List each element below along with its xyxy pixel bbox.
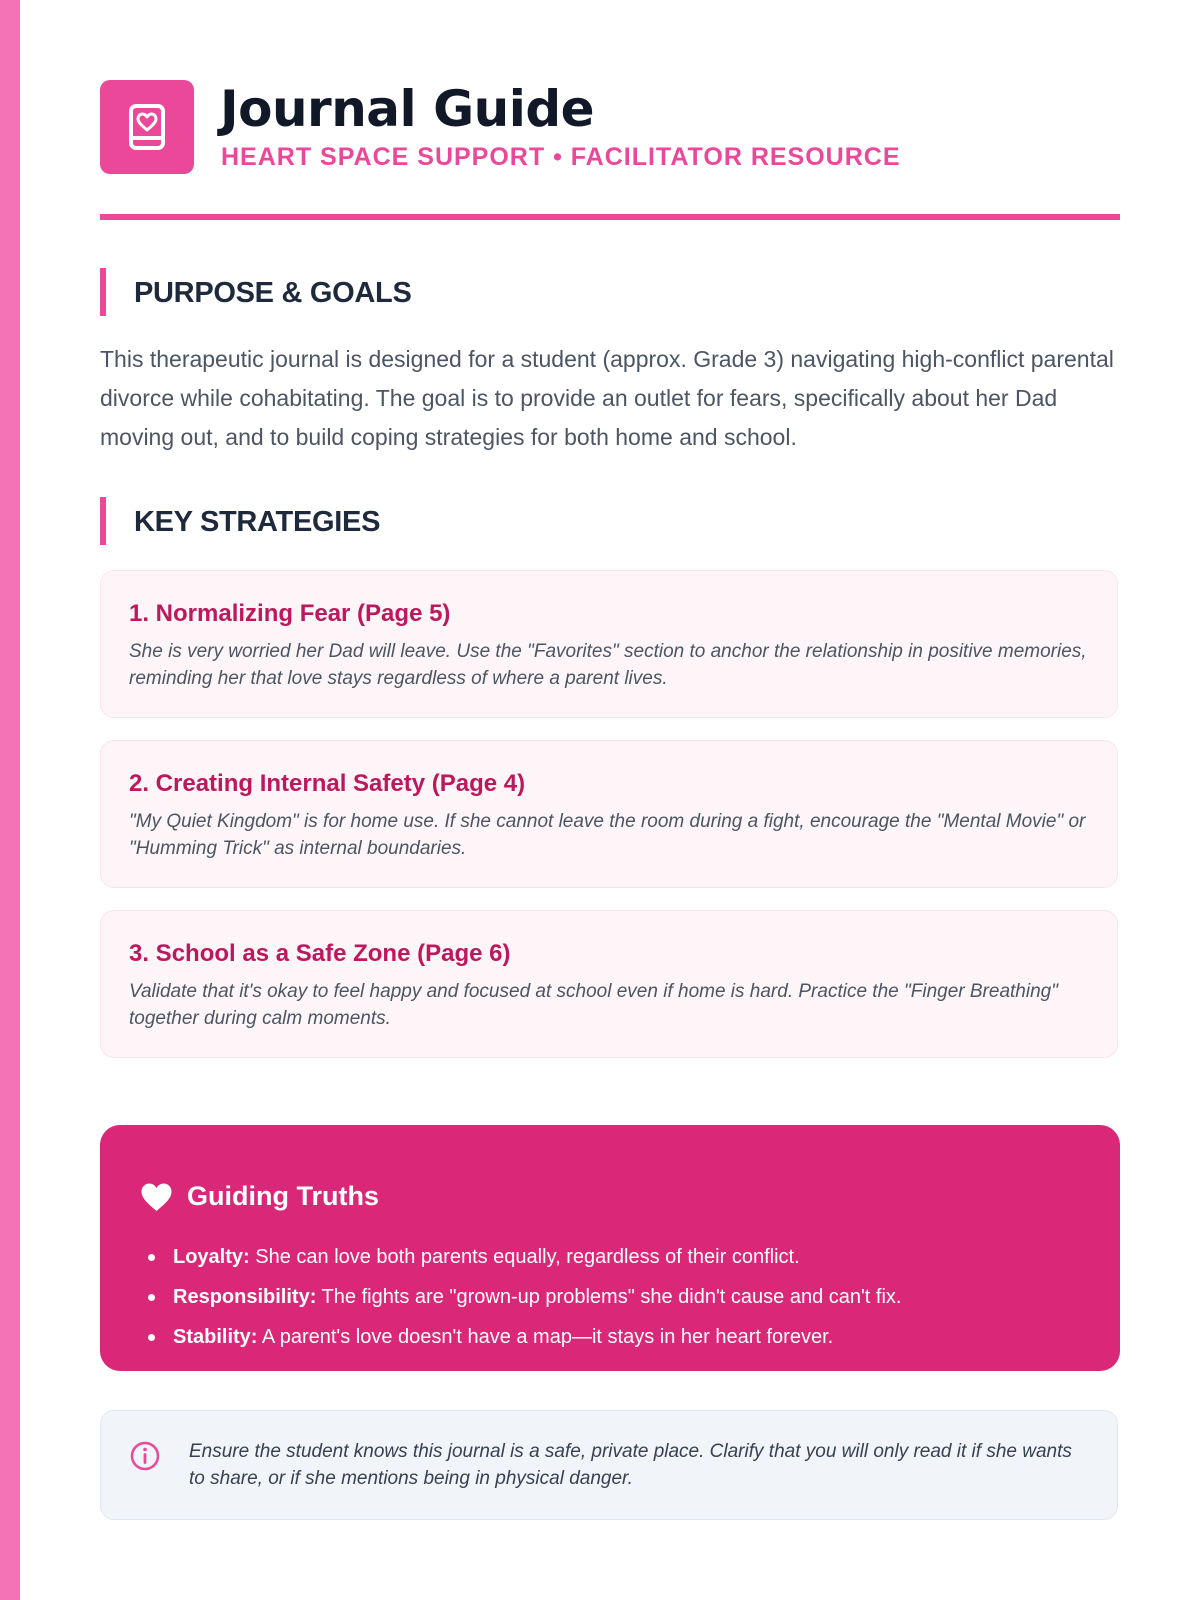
bullet bbox=[148, 1254, 155, 1261]
purpose-text: This therapeutic journal is designed for a student (approx. Grade 3) navigating high-conflict parental divorce while cohabitating. The goal is to provide an outlet for fears, specifically about her Dad moving out, and to build coping strategies for both home and school. bbox=[100, 346, 1114, 450]
privacy-note-text: Ensure the student knows this journal is a safe, private place. Clarify that you will only read it if she wants to share, or if she mentions being in physical danger. bbox=[189, 1441, 1072, 1489]
list-item bbox=[100, 1237, 901, 1277]
header-divider bbox=[100, 214, 1120, 220]
strategy-card bbox=[100, 570, 1118, 718]
heading-accent bbox=[100, 497, 106, 545]
strategy-text: "My Quiet Kingdom" is for home use. If she cannot leave the room during a fight, encourage the "Mental Movie" or "Humming Trick" as internal boundaries. bbox=[129, 811, 1086, 859]
strategy-title: 2. Creating Internal Safety (Page 4) bbox=[129, 770, 526, 797]
heart-book-icon-svg bbox=[127, 103, 167, 151]
strategy-text: She is very worried her Dad will leave. Use the "Favorites" section to anchor the relationship in positive memories, reminding her that love stays regardless of where a parent lives. bbox=[129, 641, 1087, 689]
truth-text: The fights are "grown-up problems" she didn't cause and can't fix. bbox=[316, 1286, 902, 1308]
truth-text: A parent's love doesn't have a map—it stays in her heart forever. bbox=[257, 1326, 834, 1348]
truth-label: Responsibility: bbox=[173, 1286, 317, 1308]
left-accent-bar bbox=[0, 0, 20, 1600]
privacy-note bbox=[100, 1410, 1118, 1520]
heart-icon bbox=[140, 1182, 173, 1212]
truth-label: Loyalty: bbox=[173, 1246, 250, 1268]
list-item bbox=[100, 1317, 901, 1357]
bullet bbox=[148, 1334, 155, 1341]
truth-text: She can love both parents equally, regardless of their conflict. bbox=[249, 1246, 800, 1268]
purpose-heading-text: PURPOSE & GOALS bbox=[134, 277, 412, 309]
strategy-text: Validate that it's okay to feel happy and focused at school even if home is hard. Practice the "Finger Breathing" together during calm moments. bbox=[129, 981, 1058, 1029]
heart-book-icon bbox=[100, 80, 194, 174]
heading-accent bbox=[100, 268, 106, 316]
strategy-card bbox=[100, 910, 1118, 1058]
strategy-title: 1. Normalizing Fear (Page 5) bbox=[129, 600, 451, 627]
header bbox=[100, 80, 1120, 174]
strategies-heading-text: KEY STRATEGIES bbox=[134, 506, 381, 538]
info-icon bbox=[129, 1440, 161, 1472]
bullet bbox=[148, 1294, 155, 1301]
guiding-truths-list bbox=[100, 1237, 901, 1357]
purpose-heading bbox=[100, 268, 1120, 316]
truth-label: Stability: bbox=[173, 1326, 258, 1348]
strategy-card bbox=[100, 740, 1118, 888]
list-item bbox=[100, 1277, 901, 1317]
guiding-truths-heading: Guiding Truths bbox=[187, 1181, 379, 1211]
strategies-heading bbox=[100, 497, 1120, 545]
strategy-title: 3. School as a Safe Zone (Page 6) bbox=[129, 940, 511, 967]
guiding-truths-panel bbox=[100, 1125, 1120, 1371]
page-subtitle: HEART SPACE SUPPORT • FACILITATOR RESOURCE bbox=[221, 143, 901, 171]
page-title: Journal Guide bbox=[220, 80, 595, 138]
